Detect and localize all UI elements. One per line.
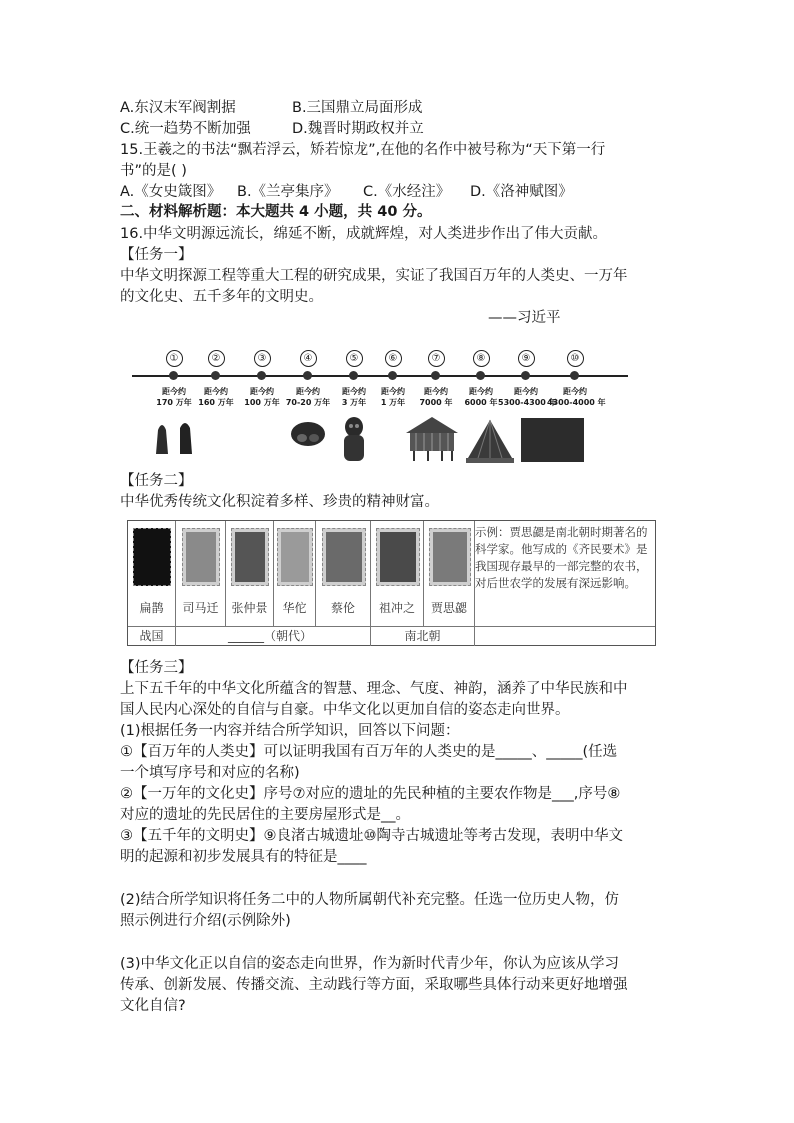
timeline-node-number: ① bbox=[166, 350, 183, 367]
q15-option-b: B.《兰亭集序》 bbox=[237, 184, 339, 200]
timeline-label-age: 1 万年 bbox=[380, 398, 406, 407]
q14-option-a: A.东汉末军阀割据 bbox=[120, 100, 236, 116]
person-portrait bbox=[277, 528, 313, 586]
q14-option-c: C.统一趋势不断加强 bbox=[120, 121, 251, 137]
person-portrait bbox=[231, 528, 269, 586]
upper-cave-man-image bbox=[340, 415, 368, 463]
timeline-node-number: ⑩ bbox=[567, 350, 584, 367]
timeline-label-prefix: 距今约 bbox=[381, 387, 405, 396]
timeline-label-age: 170 万年 bbox=[156, 398, 192, 407]
person-name: 祖冲之 bbox=[378, 601, 415, 615]
sub1-b-line2: 对应的遗址的先民居住的主要房屋形式是__。 bbox=[120, 807, 410, 823]
q15-option-d: D.《洛神赋图》 bbox=[470, 184, 573, 200]
sub3-line2: 传承、创新发展、传播交流、主动践行等方面，采取哪些具体行动来更好地增强 bbox=[120, 977, 628, 993]
sub3-line3: 文化自信? bbox=[120, 998, 186, 1014]
timeline-node bbox=[459, 350, 503, 407]
task3-line1: 上下五千年的中华文化所蕴含的智慧、理念、气度、神韵，涵养了中华民族和中 bbox=[120, 681, 628, 697]
timeline-label-prefix: 距今约 bbox=[204, 387, 228, 396]
timeline-node bbox=[414, 350, 458, 407]
person-cell bbox=[371, 521, 424, 626]
timeline-label-prefix: 距今约 bbox=[424, 387, 448, 396]
timeline-dot bbox=[521, 371, 530, 380]
person-name: 华佗 bbox=[282, 601, 307, 615]
timeline-node bbox=[194, 350, 238, 407]
person-cell bbox=[226, 521, 274, 626]
dynasty-warring-states: 战国 bbox=[128, 627, 176, 646]
example-text: 示例：贾思勰是南北朝时期著名的科学家。他写成的《齐民要术》是我国现存最早的一部完整的农书，对后世农学的发展有深远影响。 bbox=[475, 525, 648, 590]
timeline-node-number: ③ bbox=[254, 350, 271, 367]
sub3-line1: (3)中华文化正以自信的姿态走向世界，作为新时代青少年，你认为应该从学习 bbox=[120, 956, 620, 972]
timeline-node bbox=[371, 350, 415, 407]
timeline-label-prefix: 距今约 bbox=[563, 387, 587, 396]
timeline-dot bbox=[257, 371, 266, 380]
timeline-node-number: ⑧ bbox=[473, 350, 490, 367]
task1-heading: 【任务一】 bbox=[120, 247, 193, 263]
timeline-node bbox=[152, 350, 196, 407]
timeline-label-age: 160 万年 bbox=[198, 398, 234, 407]
section-heading: 二、材料解析题：本大题共 4 小题，共 40 分。 bbox=[120, 204, 432, 220]
timeline-node bbox=[285, 350, 331, 407]
timeline-node bbox=[240, 350, 284, 407]
task1-quote-line2: 的文化史、五千多年的文明史。 bbox=[120, 289, 323, 305]
timeline-label-prefix: 距今约 bbox=[162, 387, 186, 396]
timeline-label-age: 70-20 万年 bbox=[285, 398, 331, 407]
stilt-house-image bbox=[404, 415, 460, 463]
timeline-label-prefix: 距今约 bbox=[296, 387, 320, 396]
person-cell bbox=[176, 521, 226, 626]
dynasty-nanbei: 南北朝 bbox=[371, 627, 475, 646]
timeline-node bbox=[547, 350, 606, 407]
person-name: 贾思勰 bbox=[430, 601, 467, 615]
q14-option-b: B.三国鼎立局面形成 bbox=[292, 100, 423, 116]
timeline-dot bbox=[570, 371, 579, 380]
person-portrait bbox=[133, 528, 171, 586]
q15-stem-line2: 书”的是( ) bbox=[120, 163, 187, 179]
timeline-label-age: 100 万年 bbox=[244, 398, 280, 407]
timeline-node bbox=[498, 350, 557, 407]
timeline-axis bbox=[132, 375, 628, 377]
person-portrait bbox=[429, 528, 471, 586]
q14-option-d: D.魏晋时期政权并立 bbox=[292, 121, 424, 137]
semi-pit-house-image bbox=[466, 418, 514, 464]
timeline-label-prefix: 距今约 bbox=[342, 387, 366, 396]
person-name: 张仲景 bbox=[231, 601, 268, 615]
q16-intro: 16.中华文明源远流长，绵延不断，成就辉煌，对人类进步作出了伟大贡献。 bbox=[120, 226, 608, 242]
sub1-c-line2: 明的起源和初步发展具有的特征是____ bbox=[120, 849, 367, 865]
task3-heading: 【任务三】 bbox=[120, 660, 193, 676]
timeline-dot bbox=[303, 371, 312, 380]
timeline-label-prefix: 距今约 bbox=[469, 387, 493, 396]
dynasty-empty-cell bbox=[475, 627, 655, 646]
quote-attribution: ——习近平 bbox=[488, 310, 561, 326]
sub1-c-line1: ③【五千年的文明史】⑨良渚古城遗址⑩陶寺古城遗址等考古发现，表明中华文 bbox=[120, 828, 623, 844]
timeline-node-number: ⑦ bbox=[428, 350, 445, 367]
q15-option-c: C.《水经注》 bbox=[363, 184, 451, 200]
culture-table bbox=[127, 520, 656, 646]
timeline-label-age: 4300-4000 年 bbox=[547, 398, 606, 407]
person-name: 蔡伦 bbox=[330, 601, 355, 615]
sub2-line1: (2)结合所学知识将任务二中的人物所属朝代补充完整。任选一位历史人物，仿 bbox=[120, 892, 620, 908]
timeline-dot bbox=[211, 371, 220, 380]
person-name: 司马迁 bbox=[182, 601, 219, 615]
sub1-b-line1: ②【一万年的文化史】序号⑦对应的遗址的先民种植的主要农作物是___,序号⑧ bbox=[120, 786, 621, 802]
timeline-node-number: ⑤ bbox=[346, 350, 363, 367]
timeline-label-age: 6000 年 bbox=[464, 398, 498, 407]
person-cell bbox=[316, 521, 371, 626]
q15-stem-line1: 15.王羲之的书法“飘若浮云，矫若惊龙”,在他的名作中被号称为“天下第一行 bbox=[120, 142, 606, 158]
timeline-label-age: 7000 年 bbox=[419, 398, 453, 407]
person-cell bbox=[424, 521, 475, 626]
sub1-a-line1: ①【百万年的人类史】可以证明我国有百万年的人类史的是_____、_____(任选 bbox=[120, 744, 618, 760]
timeline-node bbox=[332, 350, 376, 407]
sub1-prompt: (1)根据任务一内容并结合所学知识，回答以下问题： bbox=[120, 723, 460, 739]
sub1-a-line2: 一个填写序号和对应的名称) bbox=[120, 765, 300, 781]
person-name: 扁鹊 bbox=[139, 601, 164, 615]
timeline-node-number: ④ bbox=[300, 350, 317, 367]
dynasty-blank: ______（朝代） bbox=[176, 627, 371, 646]
timeline-label-prefix: 距今约 bbox=[514, 387, 538, 396]
person-cell bbox=[128, 521, 176, 626]
dynasty-row bbox=[128, 626, 655, 646]
person-cell bbox=[274, 521, 316, 626]
timeline-dot bbox=[388, 371, 397, 380]
tooth-fossils-image bbox=[150, 418, 198, 458]
person-portrait bbox=[376, 528, 420, 586]
timeline-label-prefix: 距今约 bbox=[250, 387, 274, 396]
task1-quote-line1: 中华文明探源工程等重大工程的研究成果，实证了我国百万年的人类史、一万年 bbox=[120, 268, 628, 284]
q15-option-a: A.《女史箴图》 bbox=[120, 184, 222, 200]
timeline-dot bbox=[431, 371, 440, 380]
person-portrait bbox=[182, 528, 220, 586]
peking-man-skull-image bbox=[288, 420, 328, 450]
ancient-city-site-image bbox=[521, 418, 584, 462]
task3-line2: 国人民内心深处的自信与自豪。中华文化以更加自信的姿态走向世界。 bbox=[120, 702, 570, 718]
timeline-node-number: ⑥ bbox=[385, 350, 402, 367]
timeline-dot bbox=[169, 371, 178, 380]
task2-intro: 中华优秀传统文化积淀着多样、珍贵的精神财富。 bbox=[120, 494, 439, 510]
timeline-node-number: ⑨ bbox=[518, 350, 535, 367]
timeline-label-age: 3 万年 bbox=[341, 398, 367, 407]
timeline-dot bbox=[476, 371, 485, 380]
timeline-label-age: 5300-4300 年 bbox=[498, 398, 557, 407]
timeline-dot bbox=[349, 371, 358, 380]
sub2-line2: 照示例进行介绍(示例除外) bbox=[120, 913, 291, 929]
timeline-node-number: ② bbox=[208, 350, 225, 367]
person-portrait bbox=[322, 528, 366, 586]
task2-heading: 【任务二】 bbox=[120, 473, 193, 489]
